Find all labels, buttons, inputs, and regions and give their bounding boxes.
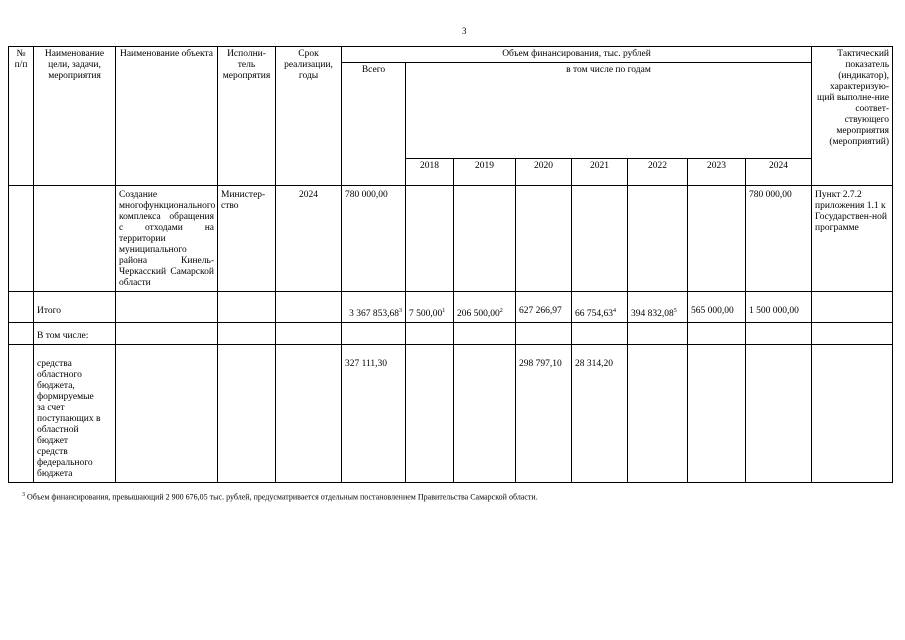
year-2018: 2018 (406, 159, 454, 186)
itogo-2023: 565 000,00 (688, 292, 746, 323)
footnote (22, 492, 538, 502)
itogo-2022: 394 832,08 (631, 309, 674, 320)
page-number: 3 (462, 26, 467, 36)
footnote-divider (22, 482, 172, 483)
year-2024: 2024 (746, 159, 812, 186)
oblast-2020: 298 797,10 (516, 345, 572, 483)
itogo-2020: 627 266,97 (516, 292, 572, 323)
itogo-total-sup: 3 (399, 308, 402, 314)
header-indicator: Тактический показатель (индикатор), характеризую-щий выполне-ние соответ-ствующего мероприятия (мероприятий) (812, 47, 893, 186)
itogo-2021-sup: 4 (613, 308, 616, 314)
header-object: Наименование объекта (116, 47, 218, 186)
table-row-object (9, 186, 893, 292)
itogo-label: Итого (34, 292, 116, 323)
object-2024: 780 000,00 (746, 186, 812, 292)
year-2021: 2021 (572, 159, 628, 186)
table-row-itogo (9, 292, 893, 323)
header-executor: Исполни-тель меропрятия (218, 47, 276, 186)
oblast-2021: 28 314,20 (572, 345, 628, 483)
year-2019: 2019 (454, 159, 516, 186)
itogo-2019-sup: 2 (499, 308, 503, 314)
itogo-2021: 66 754,63 (575, 309, 613, 320)
year-2023: 2023 (688, 159, 746, 186)
object-indicator: Пункт 2.7.2 приложения 1.1 к Государствен-ной программе (812, 186, 893, 292)
oblast-total: 327 111,30 (342, 345, 406, 483)
header-num: № п/п (9, 47, 34, 186)
itogo-2024: 1 500 000,00 (746, 292, 812, 323)
term: 2024 (276, 186, 342, 292)
object-total: 780 000,00 (342, 186, 406, 292)
header-total: Всего (342, 63, 406, 186)
itogo-total: 3 367 853,68 (349, 309, 399, 320)
footnote-text: Объем финансирования, превышающий 2 900 676,05 тыс. рублей, предусматривается отдельным постановлением Правительства Самарской области. (27, 492, 538, 502)
year-2022: 2022 (628, 159, 688, 186)
table-row-vtom (9, 323, 893, 345)
header-term: Срок реализации, годы (276, 47, 342, 186)
vtom-label: В том числе: (34, 323, 116, 345)
oblast-label: средства областного бюджета, формируемые за счет поступающих в областной бюджет средств федерального бюджета (34, 345, 116, 483)
header-goal: Наименование цели, задачи, мероприятия (34, 47, 116, 186)
funding-table (8, 46, 893, 483)
executor: Министер-ство (218, 186, 276, 292)
itogo-2022-sup: 5 (673, 308, 677, 314)
itogo-2018-sup: 1 (442, 308, 446, 314)
header-by-years: в том числе по годам (406, 63, 812, 159)
table-row-oblast (9, 345, 893, 483)
footnote-mark: 3 (22, 492, 25, 498)
header-funding: Объем финансирования, тыс. рублей (342, 47, 812, 63)
year-2020: 2020 (516, 159, 572, 186)
itogo-2019: 206 500,00 (457, 309, 500, 320)
object-name: Создание многофункционального комплекса обращения с отходами на территории муниципального района Кинель-Черкасский Самарской области (116, 186, 218, 292)
itogo-2018: 7 500,00 (409, 309, 443, 320)
